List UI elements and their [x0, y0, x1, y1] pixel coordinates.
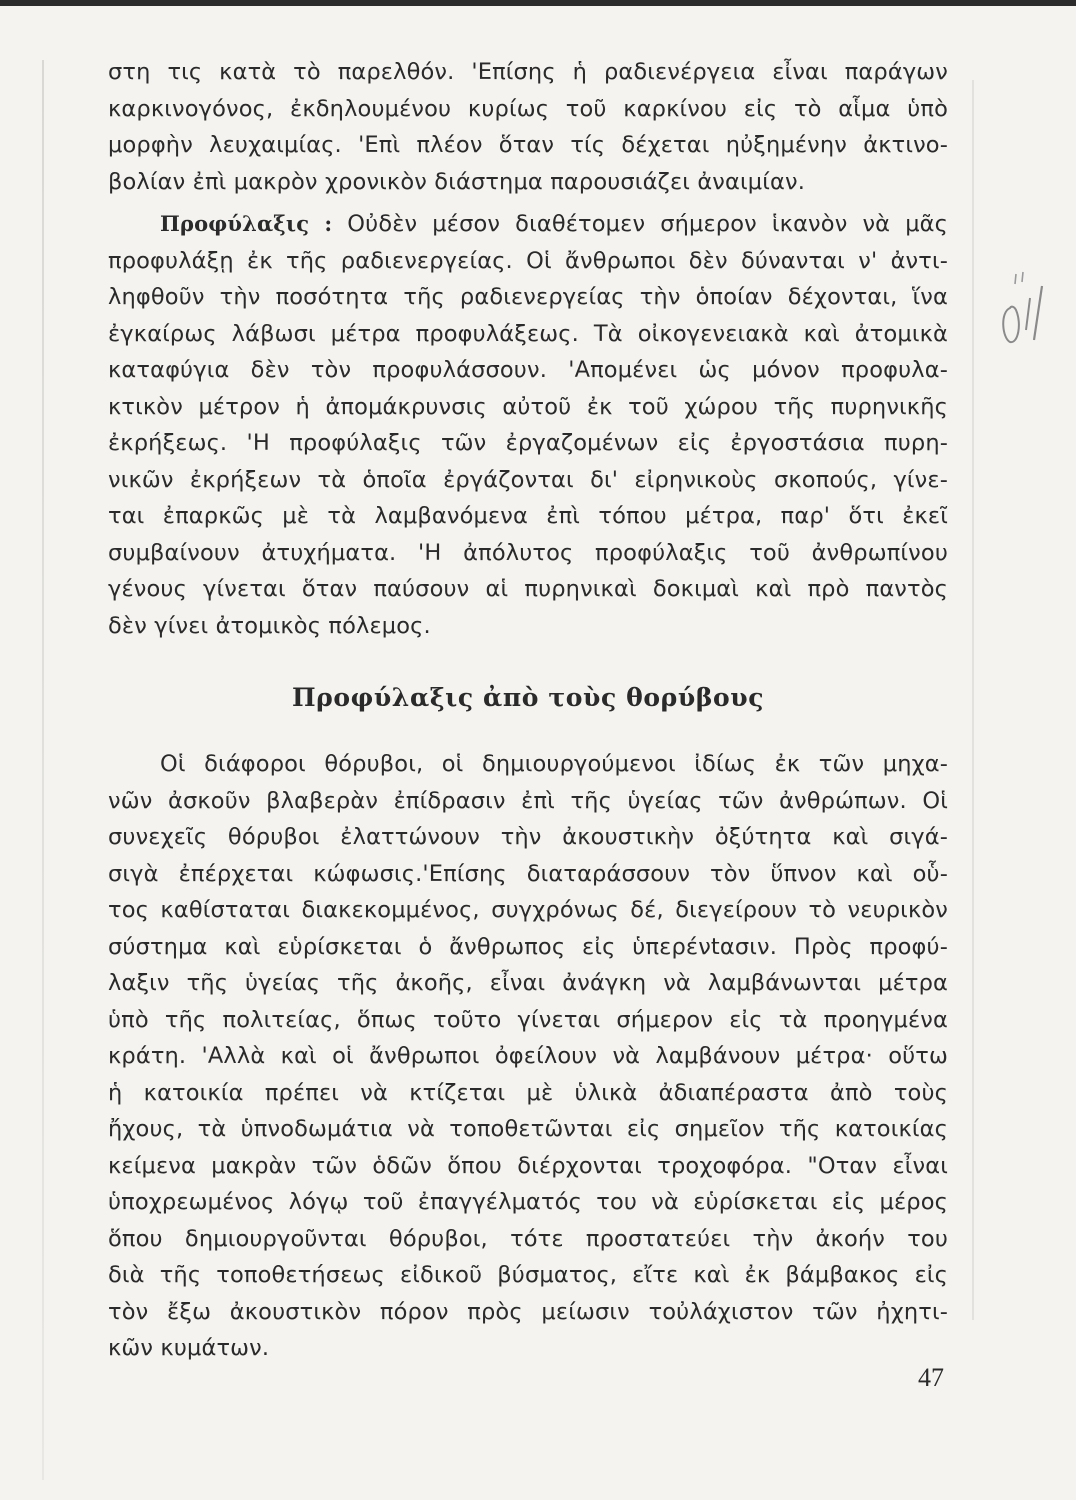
- text-line: συμβαίνουν ἀτυχήματα. 'Η ἀπόλυτος προφύλαξις τοῦ ἀνθρωπίνου: [108, 539, 948, 566]
- text-line: προφυλάξῃ ἐκ τῆς ραδιενεργείας. Οἱ ἄνθρωποι δὲν δύνανται ν' ἀντι-: [108, 247, 948, 274]
- page-fold-right: [972, 80, 974, 1320]
- text-line: ληφθοῦν τὴν ποσότητα τῆς ραδιενεργείας τὴν ὁποίαν δέχονται, ἵνα: [108, 284, 948, 310]
- paragraph-radioactivity-effects: [108, 54, 948, 200]
- text-line: καρκινογόνος, ἐκδηλουμένου κυρίως τοῦ καρκίνου εἰς τὸ αἷμα ὑπὸ: [108, 95, 948, 122]
- scan-top-edge: [0, 0, 1076, 6]
- page-fold-left: [42, 60, 44, 1480]
- protection-lead-label: Προφύλαξις :: [160, 211, 333, 236]
- text-line: ται ἐπαρκῶς μὲ τὰ λαμβανόμενα ἐπὶ τόπου μέτρα, παρ' ὅτι ἐκεῖ: [108, 503, 948, 529]
- text-line: νικῶν ἐκρήξεων τὰ ὁποῖα ἐργάζονται δι' εἰρηνικοὺς σκοπούς, γίνε-: [108, 466, 948, 493]
- text-line: σιγὰ ἐπέρχεται κώφωσις.'Επίσης διαταράσσουν τὸν ὕπνον καὶ οὗ-: [108, 860, 948, 887]
- text-line: συνεχεῖς θόρυβοι ἐλαττώνουν τὴν ἀκουστικὴν ὀξύτητα καὶ σιγά-: [108, 824, 948, 850]
- paragraph-protection: [108, 206, 948, 644]
- text-line: διὰ τῆς τοποθετήσεως εἰδικοῦ βύσματος, εἴτε καὶ ἐκ βάμβακος εἰς: [108, 1262, 948, 1288]
- text-line: καταφύγια δὲν τὸν προφυλάσσουν. 'Απομένει ὡς μόνον προφυλα-: [108, 357, 948, 383]
- text-line: νῶν ἀσκοῦν βλαβερὰν ἐπίδρασιν ἐπὶ τῆς ὑγείας τῶν ἀνθρώπων. Οἱ: [108, 787, 948, 814]
- text-line: ὅπου δημιουργοῦνται θόρυβοι, τότε προστατεύει τὴν ἀκοήν του: [108, 1225, 948, 1252]
- text-line: ἐγκαίρως λάβωσι μέτρα προφυλάξεως. Τὰ οἰκογενειακὰ καὶ ἀτομικὰ: [108, 320, 948, 347]
- text-line: βολίαν ἐπὶ μακρὸν χρονικὸν διάστημα παρουσιάζει ἀναιμίαν.: [108, 168, 805, 195]
- text-line: λαξιν τῆς ὑγείας τῆς ἀκοῆς, εἶναι ἀνάγκη νὰ λαμβάνωνται μέτρα: [108, 970, 948, 996]
- text-line: στη τις κατὰ τὸ παρελθόν. 'Επίσης ἡ ραδιενέργεια εἶναι παράγων: [108, 59, 948, 85]
- text-line: ἐκρήξεως. 'Η προφύλαξις τῶν ἐργαζομένων εἰς ἐργοστάσια πυρη-: [108, 430, 948, 456]
- text-line: [108, 206, 948, 243]
- text-line: γένους γίνεται ὅταν παύσουν αἱ πυρηνικαὶ δοκιμαὶ καὶ πρὸ παντὸς: [108, 576, 948, 602]
- text-line: ὑπὸ τῆς πολιτείας, ὅπως τοῦτο γίνεται σήμερον εἰς τὰ προηγμένα: [108, 1006, 948, 1033]
- handwritten-margin-mark: [996, 268, 1066, 358]
- text-line: ὑποχρεωμένος λόγῳ τοῦ ἐπαγγέλματός του νὰ εὑρίσκεται εἰς μέρος: [108, 1189, 948, 1215]
- text-line: κτικὸν μέτρον ἡ ἀπομάκρυνσις αὐτοῦ ἐκ τοῦ χώρου τῆς πυρηνικῆς: [108, 393, 948, 420]
- text-fragment: Οὐδὲν μέσον διαθέτομεν σήμερον ἱκανὸν νὰ μᾶς: [347, 211, 948, 237]
- section-heading: Προφύλαξις ἀπὸ τοὺς θορύβους: [291, 683, 765, 712]
- text-line: τὸν ἔξω ἀκουστικὸν πόρον πρὸς μείωσιν τοὐλάχιστον τῶν ἠχητι-: [108, 1298, 948, 1325]
- text-line: δὲν γίνει ἀτομικὸς πόλεμος.: [108, 612, 431, 639]
- text-line: Οἱ διάφοροι θόρυβοι, οἱ δημιουργούμενοι ἰδίως ἐκ τῶν μηχα-: [160, 751, 948, 777]
- page-text: [108, 54, 948, 1367]
- text-line: κῶν κυμάτων.: [108, 1335, 270, 1361]
- text-line: μορφὴν λευχαιμίας. 'Επὶ πλέον ὅταν τίς δέχεται ηὐξημένην ἀκτινο-: [108, 132, 948, 158]
- text-line: κράτη. 'Αλλὰ καὶ οἱ ἄνθρωποι ὀφείλουν νὰ λαμβάνουν μέτρα· οὕτω: [108, 1043, 948, 1069]
- text-line: κείμενα μακρὰν τῶν ὁδῶν ὅπου διέρχονται τροχοφόρα. "Οταν εἶναι: [108, 1152, 948, 1179]
- text-line: τος καθίσταται διακεκομμένος, συγχρόνως δέ, διεγείρουν τὸ νευρικὸν: [108, 897, 948, 923]
- text-line: ἤχους, τὰ ὑπνοδωμάτια νὰ τοποθετῶνται εἰς σημεῖον τῆς κατοικίας: [108, 1116, 948, 1142]
- page-number: 47: [918, 1363, 944, 1392]
- text-line: ἡ κατοικία πρέπει νὰ κτίζεται μὲ ὑλικὰ ἀδιαπέραστα ἀπὸ τοὺς: [108, 1079, 948, 1106]
- text-line: σύστημα καὶ εὑρίσκεται ὁ ἄνθρωπος εἰς ὑπερένtασιν. Πρὸς προφύ-: [108, 933, 948, 960]
- paragraph-noise: [108, 746, 948, 1367]
